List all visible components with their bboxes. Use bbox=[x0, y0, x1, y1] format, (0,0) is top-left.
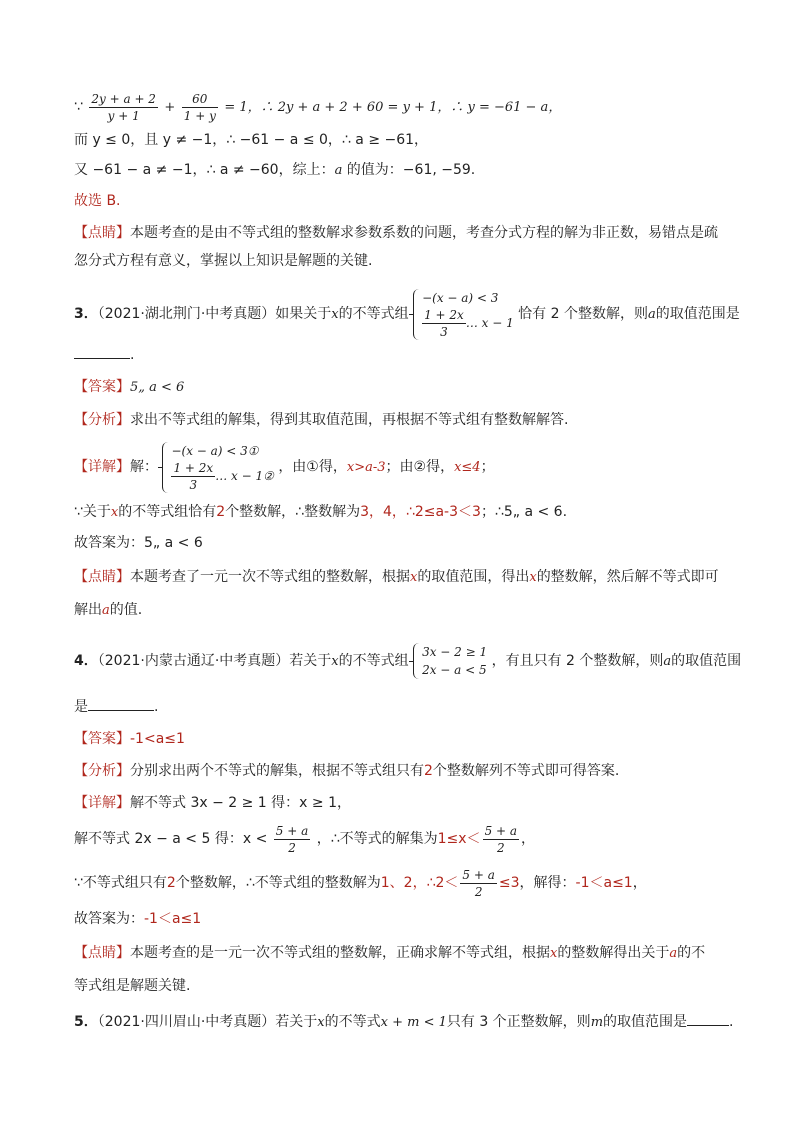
solution-line-3: 又 −61 − a ≠ −1，∴ a ≠ −60，综上：a 的值为：−61, −59. bbox=[74, 162, 476, 178]
comment-block-2: 【点睛】本题考查了一元一次不等式组的整数解，根据x的取值范围，得出x的整数解，然后解不等式即可 解出a的值. bbox=[74, 569, 719, 618]
question-5-stem: 5．（2021·四川眉山·中考真题）若关于x的不等式x + m < 1只有 3 个正整数解，则m的取值范围是 . bbox=[74, 1010, 724, 1035]
final-answer-line: 故答案为：-1＜a≤1 bbox=[74, 911, 202, 927]
question-source: （2021·内蒙古通辽·中考真题） bbox=[97, 653, 290, 669]
document-page bbox=[74, 90, 742, 1035]
inequality-system: 3x − 2 ≥ 1 2x − a < 5 bbox=[413, 643, 487, 679]
question-source: （2021·湖北荆门·中考真题） bbox=[97, 306, 276, 322]
because-line: ∵关于x的不等式组恰有2个整数解，∴整数解为3，4，∴2≤a-3＜3；∴5„ a < 6. bbox=[74, 504, 568, 520]
answer-blank[interactable] bbox=[74, 344, 130, 359]
comment-tag: 【点睛】 bbox=[74, 225, 130, 241]
question-number: 3． bbox=[74, 306, 98, 322]
equation-text: = 1，∴ 2y + a + 2 + 60 = y + 1，∴ y = −61 − a， bbox=[224, 100, 562, 115]
answer-blank[interactable] bbox=[88, 696, 154, 711]
answer-blank-line: . bbox=[74, 343, 724, 367]
analysis-line: 【分析】分别求出两个不等式的解集，根据不等式组只有2个整数解列不等式即可得答案. bbox=[74, 763, 620, 779]
detail-line: 【详解】解： −(x − a) < 3① $\frac{1 + 2x}{3}$ … x − 1② ，由①得，x>a-3；由②得，x≤4； bbox=[74, 443, 495, 492]
analysis-line: 【分析】求出不等式组的解集，得到其取值范围，再根据不等式组有整数解解答. bbox=[74, 412, 569, 428]
inequality-system: −(x − a) < 3 $\frac{1 + 2x}{3}$ … x − 1 bbox=[413, 289, 514, 340]
question-number: 4． bbox=[74, 653, 98, 669]
answer-blank[interactable] bbox=[687, 1011, 729, 1026]
choice-line: 故选 B. bbox=[74, 193, 121, 209]
answer-line: 【答案】5„ a < 6 bbox=[74, 379, 185, 395]
because-symbol: ∵ bbox=[74, 99, 83, 115]
question-3-stem: 3．（2021·湖北荆门·中考真题）如果关于x的不等式组 −(x − a) < 3 $\frac{1 + 2x}{3}$ … x − 1 恰有 2 个整数解，则a的取值范围是 bbox=[74, 290, 740, 339]
comment-block-3: 【点睛】本题考查的是一元一次不等式组的整数解，正确求解不等式组，根据x的整数解得出关于a的不 等式组是解题关键. bbox=[74, 945, 706, 994]
answer-blank-line: 是 . bbox=[74, 695, 724, 719]
fraction-1: $\frac{2y + a + 2}{y + 1}$ bbox=[91, 91, 156, 123]
solution-line-2: 而 y ≤ 0，且 y ≠ −1，∴ −61 − a ≤ 0，∴ a ≥ −61， bbox=[74, 132, 429, 148]
fraction-2: $\frac{60}{1 + y}$ bbox=[183, 91, 216, 123]
detail-line: 【详解】解不等式 3x − 2 ≥ 1 得：x ≥ 1， bbox=[74, 795, 351, 811]
question-source: （2021·四川眉山·中考真题） bbox=[97, 1014, 276, 1030]
because-line: ∵不等式组只有2个整数解，∴不等式组的整数解为1、2，∴2＜ $\frac{5 + a}{2}$ ≤3，解得：-1＜a≤1， bbox=[74, 867, 647, 899]
inequality-system: −(x − a) < 3① $\frac{1 + 2x}{3}$ … x − 1② bbox=[162, 442, 273, 493]
question-4-stem: 4．（2021·内蒙古通辽·中考真题）若关于x的不等式组 3x − 2 ≥ 1 2x − a < 5 ，有且只有 2 个整数解，则a的取值范围 bbox=[74, 645, 742, 677]
answer-line: 【答案】-1<a≤1 bbox=[74, 731, 185, 747]
solve-line: 解不等式 2x − a < 5 得：x < $\frac{5 + a}{2}$ ，∴不等式的解集为1≤x＜ $\frac{5 + a}{2}$ ， bbox=[74, 823, 536, 855]
final-answer-line: 故答案为：5„ a < 6 bbox=[74, 535, 203, 551]
solution-line-1: ∵ $\frac{2y + a + 2}{y + 1}$ + $\frac{60}{1 + y}$ = 1，∴ 2y + a + 2 + 60 = y + 1，∴ y = −61 − a， bbox=[74, 91, 562, 123]
question-number: 5． bbox=[74, 1014, 98, 1030]
comment-block-1: 【点睛】本题考查的是由不等式组的整数解求参数系数的问题，考查分式方程的解为非正数，易错点是疏忽分式方程有意义，掌握以上知识是解题的关键. bbox=[74, 225, 718, 269]
